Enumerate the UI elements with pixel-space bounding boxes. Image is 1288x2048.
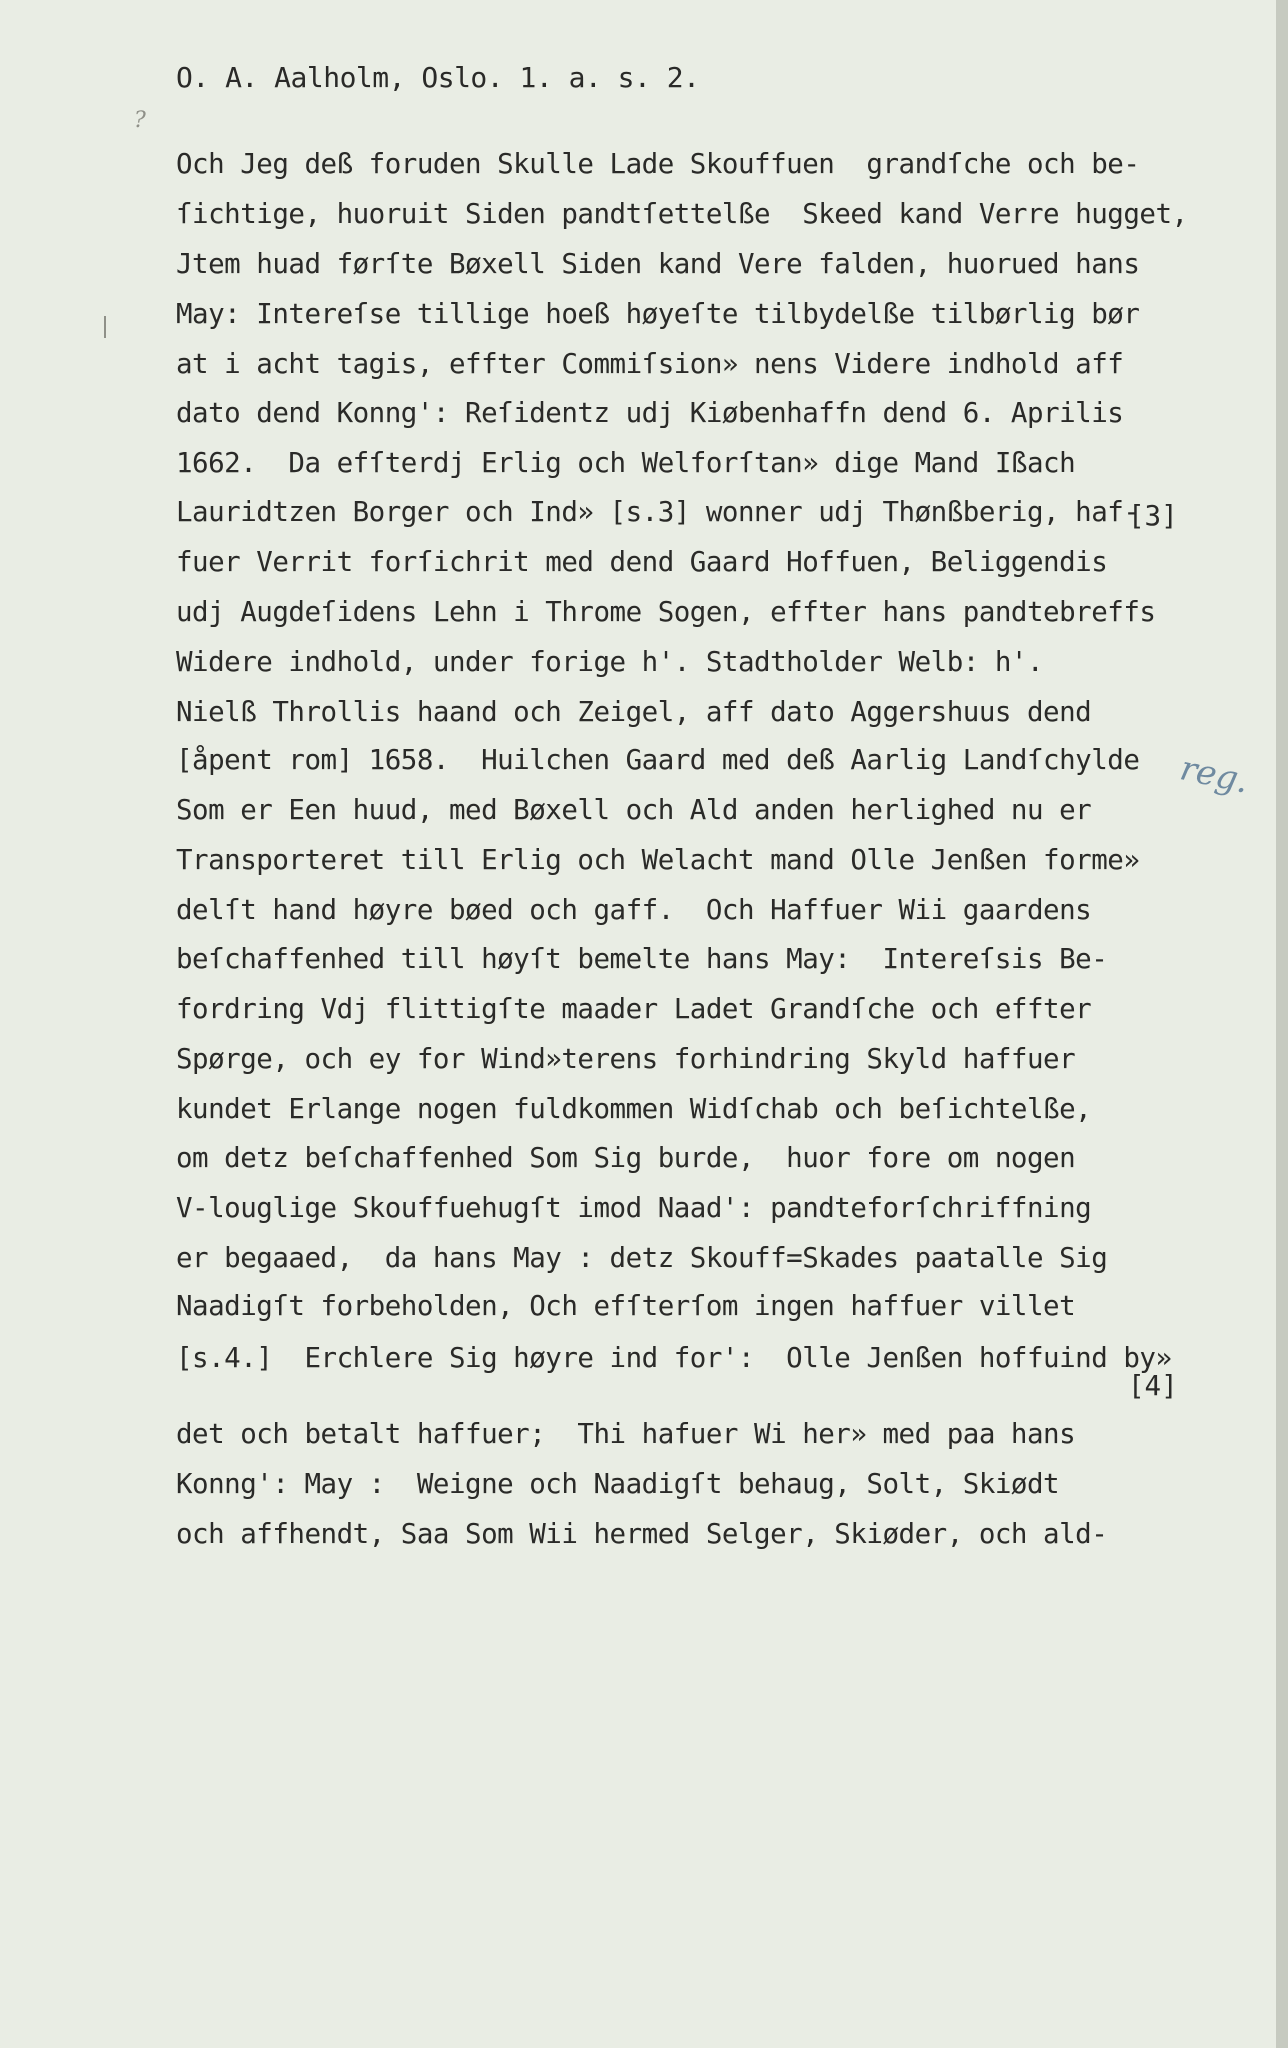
text-line-27: Konng': May : Weigne och Naadigſt behaug, Solt, Skiødt	[176, 1468, 1060, 1500]
text-line-7: 1662. Da efſterdj Erlig och Welforſtan» dige Mand Ißach	[176, 447, 1076, 479]
pencil-question-mark: ?	[134, 108, 146, 133]
text-line-9: fuer Verrit forſichrit med dend Gaard Hoffuen, Beliggendis	[176, 546, 1108, 578]
text-line-13: [åpent rom] 1658. Huilchen Gaard med deß Aarlig Landſchylde	[176, 744, 1140, 776]
margin-tick-mark	[104, 316, 106, 338]
document-header: O. A. Aalholm, Oslo. 1. a. s. 2.	[176, 61, 700, 94]
pencil-reg-note: reg.	[1176, 748, 1253, 802]
text-line-19: Spørge, och ey for Wind»terens forhindring Skyld haffuer	[176, 1043, 1076, 1075]
text-line-18: fordring Vdj flittigſte maader Ladet Grandſche och effter	[176, 993, 1092, 1025]
page-edge-shadow	[1276, 0, 1288, 2048]
text-line-22: V-louglige Skouffuehugſt imod Naad': pandteforſchriffning	[176, 1192, 1092, 1224]
text-line-2: ſichtige, huoruit Siden pandtſettelße Skeed kand Verre hugget,	[176, 198, 1188, 230]
text-line-15: Transporteret till Erlig och Welacht mand Olle Jenßen forme»	[176, 844, 1140, 876]
text-line-5: at i acht tagis, effter Commiſsion» nens Videre indhold aff	[176, 348, 1124, 380]
margin-page-ref-3: [3]	[1128, 500, 1178, 532]
text-line-26: det och betalt haffuer; Thi hafuer Wi her» med paa hans	[176, 1418, 1076, 1450]
text-line-25: [s.4.] Erchlere Sig høyre ind for': Olle Jenßen hoffuind by»	[176, 1342, 1172, 1374]
text-line-24: Naadigſt forbeholden, Och efſterſom ingen haffuer villet	[176, 1290, 1076, 1322]
text-line-12: Nielß Throllis haand och Zeigel, aff dato Aggershuus dend	[176, 696, 1092, 728]
text-line-3: Jtem huad førſte Bøxell Siden kand Vere falden, huorued hans	[176, 248, 1140, 280]
text-line-11: Widere indhold, under forige h'. Stadtholder Welb: h'.	[176, 646, 1044, 678]
text-line-23: er begaaed, da hans May : detz Skouff=Skades paatalle Sig	[176, 1242, 1108, 1274]
text-line-14: Som er Een huud, med Bøxell och Ald anden herlighed nu er	[176, 794, 1092, 826]
margin-page-ref-4: [4]	[1128, 1370, 1178, 1402]
text-line-4: May: Intereſse tillige hoeß høyeſte tilbydelße tilbørlig bør	[176, 298, 1140, 330]
text-line-6: dato dend Konng': Reſidentz udj Kiøbenhaffn dend 6. Aprilis	[176, 397, 1124, 429]
text-line-20: kundet Erlange nogen fuldkommen Widſchab och beſichtelße,	[176, 1093, 1092, 1125]
text-line-1: Och Jeg deß foruden Skulle Lade Skouffuen grandſche och be-	[176, 148, 1140, 180]
text-line-21: om detz beſchaffenhed Som Sig burde, huor fore om nogen	[176, 1142, 1076, 1174]
text-line-10: udj Augdeſidens Lehn i Throme Sogen, effter hans pandtebreffs	[176, 596, 1156, 628]
text-line-16: delſt hand høyre bøed och gaff. Och Haffuer Wii gaardens	[176, 894, 1092, 926]
text-line-28: och affhendt, Saa Som Wii hermed Selger, Skiøder, och ald-	[176, 1518, 1108, 1550]
text-line-17: beſchaffenhed till høyſt bemelte hans May: Intereſsis Be-	[176, 943, 1108, 975]
text-line-8: Lauridtzen Borger och Ind» [s.3] wonner udj Thønßberig, haf-	[176, 496, 1140, 528]
